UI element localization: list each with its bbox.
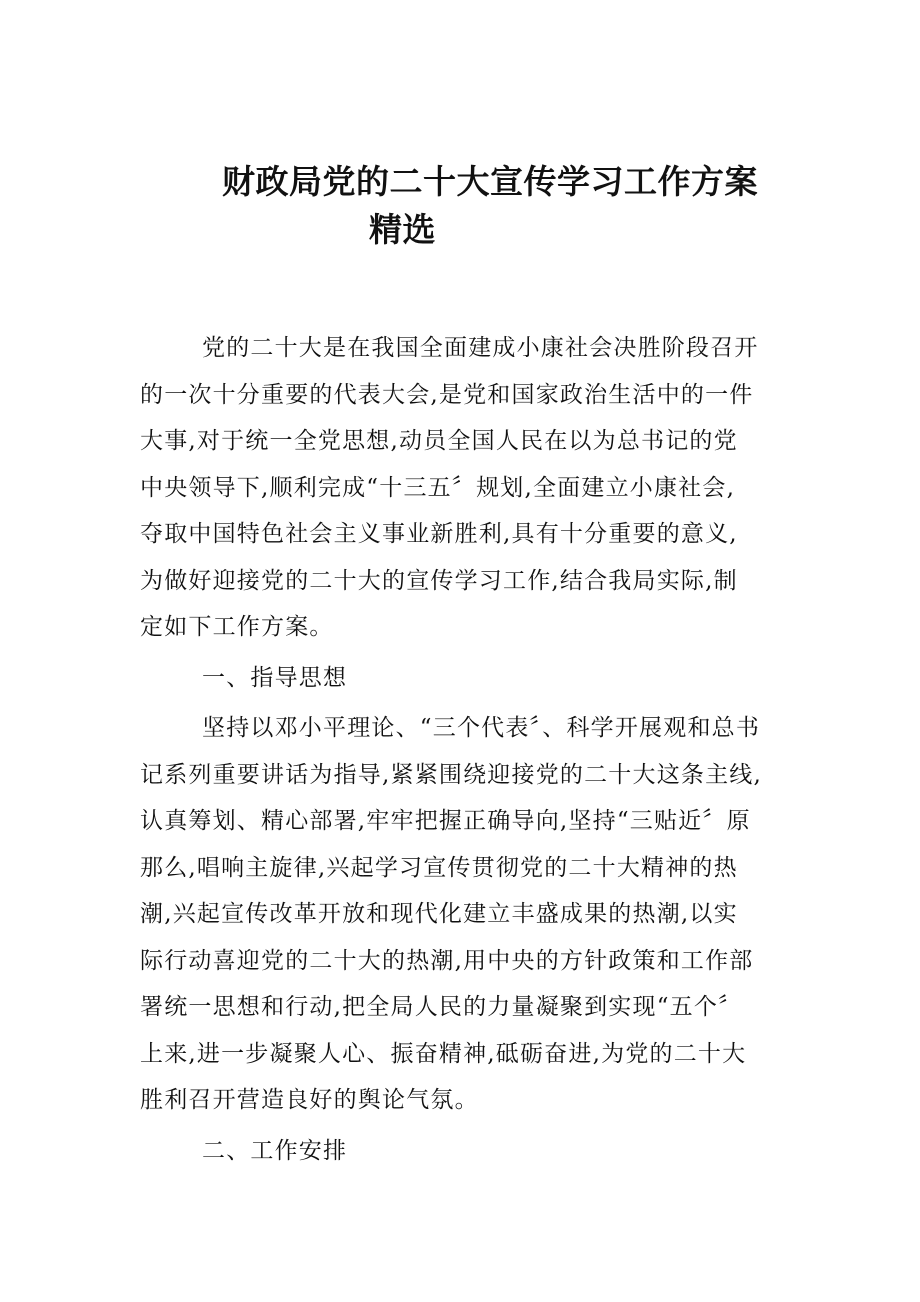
paragraph-line: 胜利召开营造良好的舆论气氛。 [140, 1087, 479, 1113]
title-line-2: 精选 [369, 210, 436, 249]
document-title [140, 158, 800, 254]
paragraph-line: 那么,唱响主旋律,兴起学习宣传贯彻党的二十大精神的热 [140, 854, 738, 881]
paragraph-line: 的一次十分重要的代表大会,是党和国家政治生活中的一件 [140, 381, 754, 408]
paragraph-line: 记系列重要讲话为指导,紧紧围绕迎接党的二十大这条主线, [140, 761, 763, 788]
paragraph-line: 际行动喜迎党的二十大的热潮,用中央的方针政策和工作部 [140, 947, 754, 974]
section-heading: 一、指导思想 [202, 664, 348, 691]
section-heading: 二、工作安排 [202, 1137, 348, 1164]
paragraph-line: 为做好迎接党的二十大的宣传学习工作,结合我局实际,制 [140, 567, 738, 594]
paragraph-line: 潮,兴起宣传改革开放和现代化建立丰盛成果的热潮,以实 [140, 901, 738, 927]
paragraph-line: 夺取中国特色社会主义事业新胜利,具有十分重要的意义, [140, 521, 738, 547]
paragraph-line: 署统一思想和行动,把全局人民的力量凝聚到实现“五个〞 [140, 994, 743, 1020]
paragraph-line: 认真筹划、精心部署,牢牢把握正确导向,坚持“三贴近〞原 [140, 808, 751, 834]
paragraph-line: 党的二十大是在我国全面建成小康社会决胜阶段召开 [202, 335, 759, 361]
paragraph-line: 定如下工作方案。 [140, 614, 334, 640]
paragraph-line: 坚持以邓小平理论、“三个代表〞、科学开展观和总书 [202, 715, 761, 741]
paragraph-line: 中央领导下,顺利完成“十三五〞规划,全面建立小康社会, [140, 474, 736, 501]
title-line-1: 财政局党的二十大宣传学习工作方案 [222, 162, 758, 201]
document-body [140, 325, 800, 1174]
paragraph-line: 大事,对于统一全党思想,动员全国人民在以为总书记的党 [140, 428, 738, 454]
paragraph-line: 上来,进一步凝聚人心、振奋精神,砥砺奋进,为党的二十大 [140, 1040, 747, 1067]
